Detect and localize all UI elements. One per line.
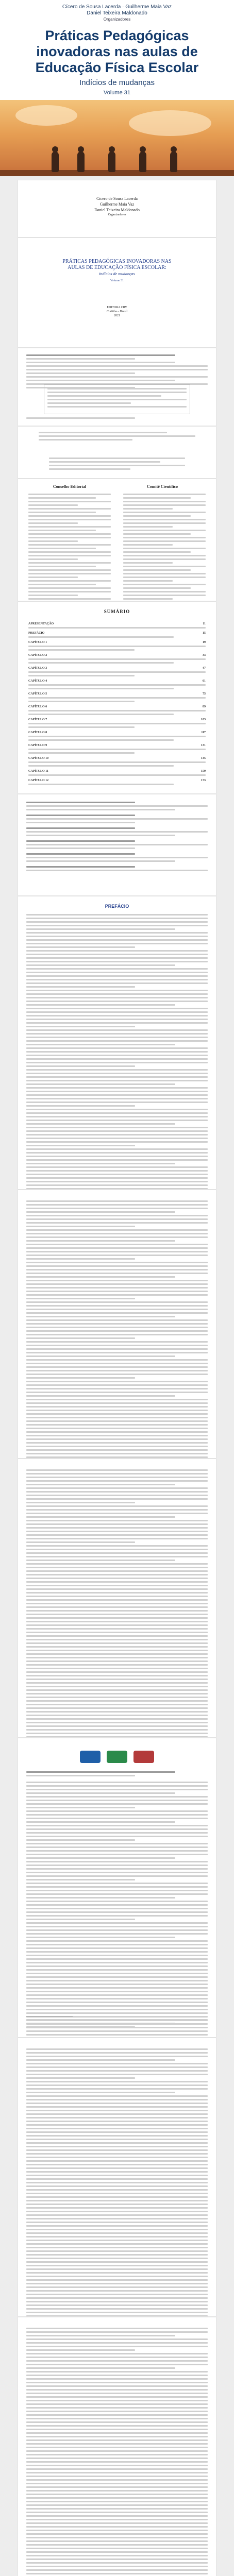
cover-editors (0, 4, 234, 23)
cover-subtitle: Indícios de mudanças (79, 78, 155, 87)
toc-row[interactable]: CAPÍTULO 2 33 (28, 654, 206, 657)
toc-row[interactable]: CAPÍTULO 7 103 (28, 718, 206, 721)
page-text (18, 2317, 216, 2576)
page-half-title (18, 180, 216, 237)
cover-editor-line-1: Cícero de Sousa Lacerda · Guilherme Maia Vaz (62, 4, 172, 10)
toc-row[interactable]: CAPÍTULO 4 61 (28, 680, 206, 683)
toc-row[interactable]: CAPÍTULO 6 89 (28, 705, 206, 708)
institution-logo (80, 1751, 101, 1763)
toc-row[interactable]: CAPÍTULO 1 19 (28, 641, 206, 644)
toc-row[interactable]: APRESENTAÇÃO 11 (28, 622, 206, 625)
page-summary (18, 602, 216, 793)
toc-row[interactable]: PREFÁCIO 15 (28, 632, 206, 635)
page-catalog (18, 348, 216, 426)
page-title (18, 238, 216, 347)
cover-photo (0, 100, 234, 176)
preface-body (26, 914, 208, 1189)
cover-volume: Volume 31 (104, 90, 130, 96)
summary-heading: SUMÁRIO (104, 609, 130, 614)
title-page-year: 2021 (114, 314, 120, 317)
title-page-subtitle: indícios de mudanças (99, 272, 135, 276)
page-editorial-board (18, 479, 216, 601)
toc-row[interactable]: CAPÍTULO 10 145 (28, 757, 206, 760)
toc-row[interactable]: CAPÍTULO 9 131 (28, 744, 206, 747)
toc-row[interactable]: CAPÍTULO 3 47 (28, 667, 206, 670)
half-title-editor-2: Guilherme Maia Vaz (99, 202, 135, 207)
half-title-editor-3: Daniel Teixeira Maldonado (94, 208, 140, 212)
preface-heading: PREFÁCIO (105, 904, 129, 909)
cover-role: Organizadores (103, 17, 131, 22)
catalog-record-box (44, 384, 190, 414)
half-title-role: Organizadores (108, 213, 126, 216)
board-right-heading: Comitê Científico (146, 484, 178, 489)
title-page-volume: Volume 31 (110, 279, 124, 282)
book-cover (0, 0, 234, 176)
page-text (18, 2038, 216, 2316)
cover-title: Práticas Pedagógicas inovadoras nas aulas de Educação Física Escolar (35, 28, 199, 75)
title-page-title: PRÁTICAS PEDAGÓGICAS INOVADORAS NAS AULAS DE EDUCAÇÃO FÍSICA ESCOLAR: (62, 259, 172, 270)
page-summary-continued (18, 794, 216, 895)
page-text (18, 1459, 216, 1737)
page-preface (18, 896, 216, 1189)
summary-list (28, 619, 206, 787)
toc-row[interactable]: CAPÍTULO 5 75 (28, 692, 206, 696)
institution-logo (133, 1751, 154, 1763)
title-page-city: Curitiba – Brasil (107, 310, 127, 313)
half-title-editor-1: Cícero de Sousa Lacerda (96, 196, 138, 201)
page-chapter (18, 1738, 216, 2037)
institution-logo (107, 1751, 127, 1763)
page-text (18, 1190, 216, 1458)
title-page-publisher: EDITORA CRV (107, 306, 127, 309)
toc-row[interactable]: CAPÍTULO 12 173 (28, 779, 206, 782)
cover-editor-line-2: Daniel Teixeira Maldonado (87, 10, 147, 16)
toc-row[interactable]: CAPÍTULO 11 159 (28, 770, 206, 773)
page-statement (18, 427, 216, 478)
board-left-heading: Conselho Editorial (53, 484, 87, 489)
toc-row[interactable]: CAPÍTULO 8 117 (28, 731, 206, 734)
